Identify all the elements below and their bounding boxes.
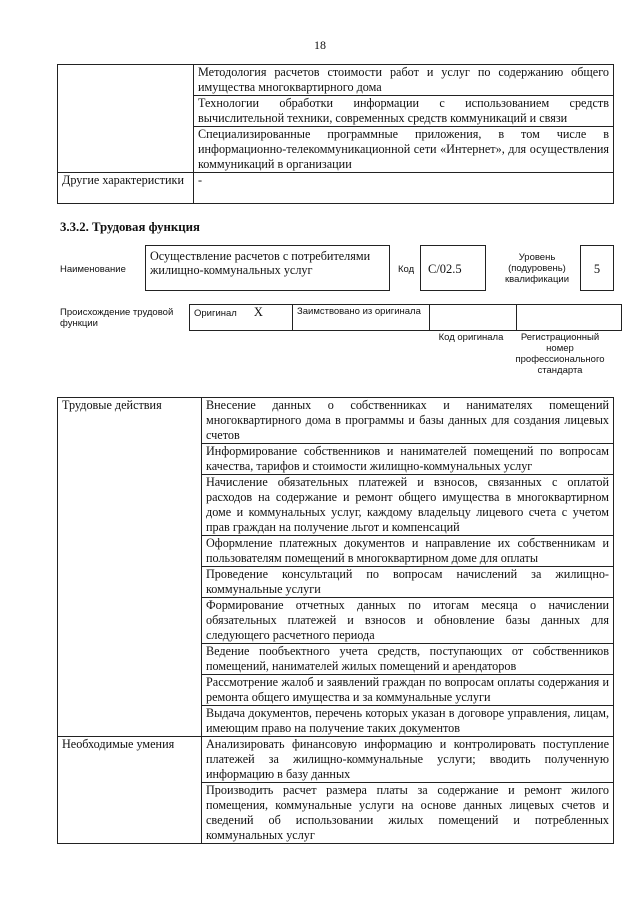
code-original-label: Код оригинала <box>438 332 504 343</box>
original-cell <box>190 305 293 331</box>
code-label: Код <box>398 264 415 275</box>
knowledge-item: Специализированные программные приложения, в том числе в информационно-телекоммуникационной сети «Интернет», для осуществления коммуникаций в организации <box>194 127 614 173</box>
origin-label: Происхождение трудовой функции <box>60 307 174 329</box>
section-title: 3.3.2. Трудовая функция <box>60 220 200 234</box>
reg-number-label: Регистрационный номер профессионального стандарта <box>515 332 605 376</box>
function-code-box: С/02.5 <box>420 245 486 291</box>
page-number: 18 <box>314 38 326 52</box>
original-mark: X <box>253 305 263 319</box>
name-label: Наименование <box>60 264 126 275</box>
function-name-box: Осуществление расчетов с потребителями жилищно-коммунальных услуг <box>145 245 390 291</box>
labor-action-item: Рассмотрение жалоб и заявлений граждан по вопросам оплаты содержания и ремонта общего имущества и за коммунальные услуги <box>202 675 614 706</box>
labor-action-item: Формирование отчетных данных по итогам месяца о начислении обязательных платежей и взносов и обновление базы данных для следующего расчетного периода <box>202 598 614 644</box>
code-original-cell <box>430 305 517 331</box>
labor-actions-label: Трудовые действия <box>58 398 202 737</box>
skill-item: Производить расчет размера платы за содержание и ремонт жилого помещения, коммунальные услуги на основе данных лицевых счетов и сведений об использовании жилых помещений и потребленных коммунальных услуг <box>202 783 614 844</box>
qualification-level-label: Уровень (подуровень) квалификации <box>504 252 570 285</box>
knowledge-item: Методология расчетов стоимости работ и услуг по содержанию общего имущества многоквартирного дома <box>194 65 614 96</box>
labor-action-item: Выдача документов, перечень которых указан в договоре управления, лицам, имеющим право на получение таких документов <box>202 706 614 737</box>
labor-action-item: Проведение консультаций по вопросам начислений за жилищно-коммунальные услуги <box>202 567 614 598</box>
labor-action-item: Информирование собственников и нанимателей помещений по вопросам качества, тарифов и стоимости жилищно-коммунальных услуг <box>202 444 614 475</box>
qualification-level-box: 5 <box>580 245 614 291</box>
original-label: Оригинал <box>194 308 237 319</box>
other-characteristics-label: Другие характеристики <box>58 173 194 204</box>
labor-action-item: Внесение данных о собственниках и нанимателях помещений многоквартирного дома в программы и базы данных для создания лицевых счетов <box>202 398 614 444</box>
labor-action-item: Начисление обязательных платежей и взносов, связанных с оплатой расходов на содержание и ремонт общего имущества в многоквартирном доме и коммунальных услуг, каждому владельцу лицевого счета с учетом прав граждан на получение льгот и компенсаций <box>202 475 614 536</box>
knowledge-item: Технологии обработки информации с использованием средств вычислительной техники, современных средств коммуникаций и связи <box>194 96 614 127</box>
borrowed-label: Заимствовано из оригинала <box>293 305 430 331</box>
origin-table <box>189 304 622 331</box>
skill-item: Анализировать финансовую информацию и контролировать поступление платежей за жилищно-коммунальные услуги; вводить полученную информацию в базу данных <box>202 737 614 783</box>
labor-function-table <box>57 397 614 844</box>
knowledge-table <box>57 64 614 204</box>
labor-action-item: Ведение пообъектного учета средств, поступающих от собственников помещений, нанимателей жилых помещений и арендаторов <box>202 644 614 675</box>
skills-label: Необходимые умения <box>58 737 202 844</box>
other-characteristics-value: - <box>194 173 614 204</box>
reg-number-cell <box>517 305 622 331</box>
knowledge-label-cell <box>58 65 194 173</box>
labor-action-item: Оформление платежных документов и направление их собственникам и пользователям помещений в многоквартирном доме для оплаты <box>202 536 614 567</box>
